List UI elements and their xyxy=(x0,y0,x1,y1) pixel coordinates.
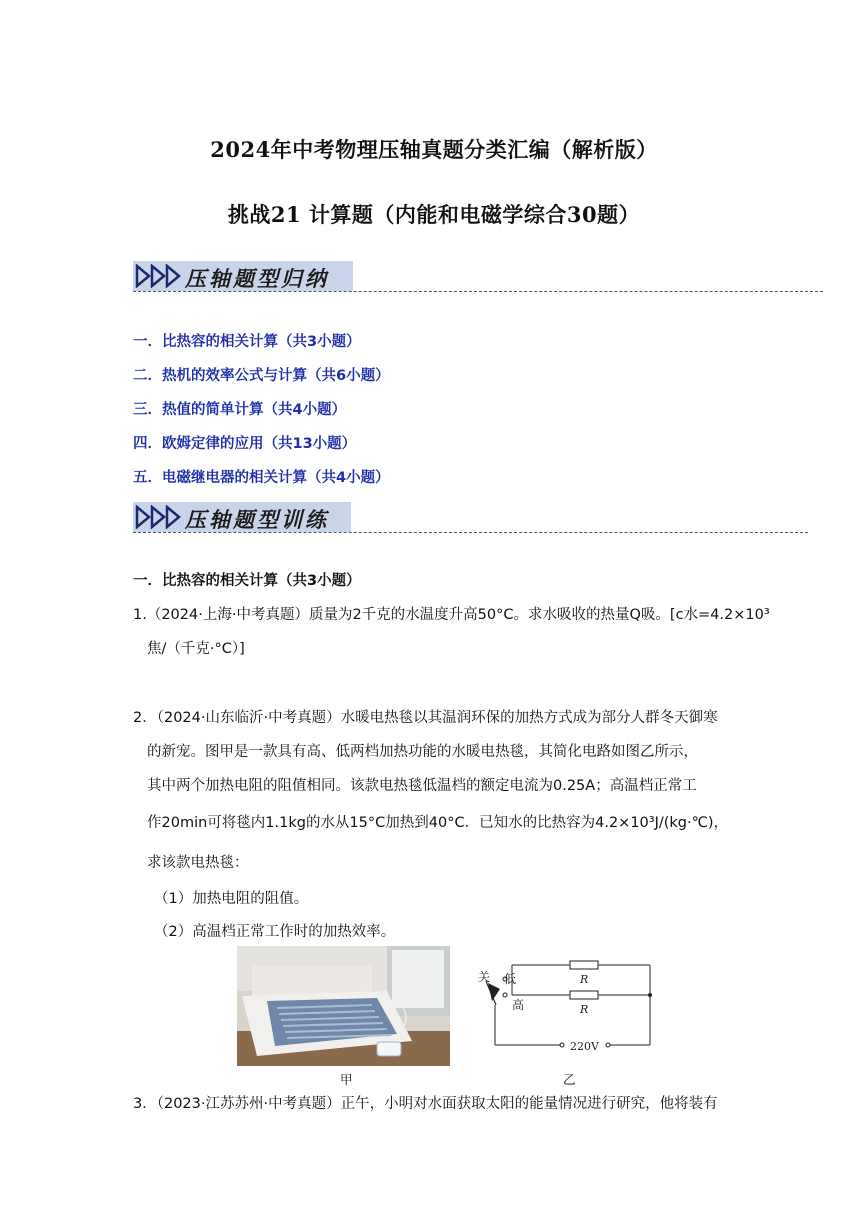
figure-label-yi: 乙 xyxy=(563,1072,576,1087)
document-title: 2024年中考物理压轴真题分类汇编（解析版） xyxy=(210,137,658,162)
triple-arrow-icon xyxy=(135,264,185,288)
banner-divider xyxy=(133,532,808,533)
question-2-line-2: 的新宠。图甲是一款具有高、低两档加热功能的水暖电热毯，其简化电路如图乙所示， xyxy=(147,744,698,760)
toc-item-2[interactable]: 二．热机的效率公式与计算（共6小题） xyxy=(133,368,390,384)
question-1-line-1: 1.（2024·上海·中考真题）质量为2千克的水温度升高50°C。求水吸收的热量Q吸。[c水=4.2×10³ xyxy=(133,607,770,623)
switch-low-label: 低 xyxy=(504,972,517,986)
switch-high-label: 高 xyxy=(512,998,525,1012)
voltage-label: 220V xyxy=(570,1040,599,1053)
banner-label: 压轴题型归纳 xyxy=(185,266,329,291)
figure-label-jia: 甲 xyxy=(340,1072,353,1087)
document-subtitle: 挑战21 计算题（内能和电磁学综合30题） xyxy=(227,202,641,227)
question-2-line-3: 其中两个加热电阻的阻值相同。该款电热毯低温档的额定电流为0.25A；高温档正常工 xyxy=(147,778,697,794)
resistor-label-2: R xyxy=(580,1003,589,1016)
circuit-diagram xyxy=(470,955,660,1065)
electric-blanket-photo xyxy=(237,946,450,1066)
triple-arrow-icon xyxy=(135,505,185,529)
question-2-line-5: 求该款电热毯： xyxy=(147,855,249,871)
question-2-line-1: 2．（2024·山东临沂·中考真题）水暖电热毯以其温润环保的加热方式成为部分人群冬天御寒 xyxy=(133,710,718,726)
banner-label: 压轴题型训练 xyxy=(185,507,329,532)
question-1-line-2: 焦/（千克·°C）] xyxy=(147,641,245,657)
section-heading: 一．比热容的相关计算（共3小题） xyxy=(133,573,361,589)
switch-off-label: 关 xyxy=(478,970,491,984)
question-2-line-4: 作20min可将毯内1.1kg的水从15°C加热到40°C．已知水的比热容为4.2×10³J/(kg·℃)， xyxy=(147,815,729,831)
toc-item-1[interactable]: 一．比热容的相关计算（共3小题） xyxy=(133,334,361,350)
toc-item-4[interactable]: 四．欧姆定律的应用（共13小题） xyxy=(133,436,357,452)
resistor-label-1: R xyxy=(580,973,589,986)
question-2-sub-2: （2）高温档正常工作时的加热效率。 xyxy=(154,924,396,940)
banner-divider xyxy=(133,291,823,292)
toc-item-3[interactable]: 三．热值的简单计算（共4小题） xyxy=(133,402,347,418)
question-3-line-1: 3．（2023·江苏苏州·中考真题）正午，小明对水面获取太阳的能量情况进行研究，他将装有 xyxy=(133,1096,718,1112)
toc-item-5[interactable]: 五．电磁继电器的相关计算（共4小题） xyxy=(133,470,390,486)
question-2-sub-1: （1）加热电阻的阻值。 xyxy=(154,891,309,907)
